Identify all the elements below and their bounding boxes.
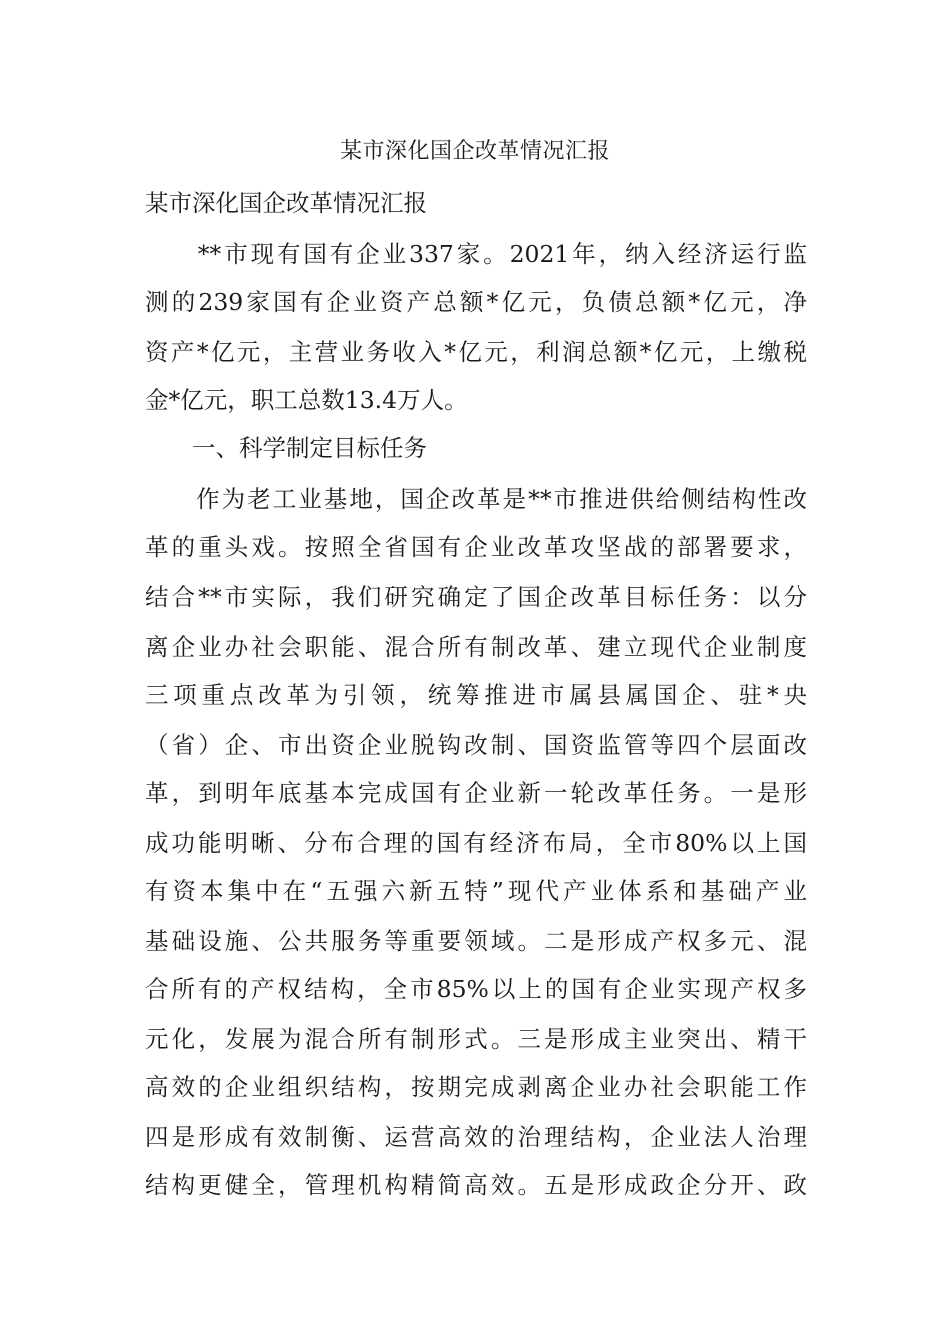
document-title: 某市深化国企改革情况汇报 bbox=[339, 139, 610, 164]
text-line-11: 三项重点改革为引领，统筹推进市属县属国企、驻*央 bbox=[145, 681, 807, 709]
text-line-8: 革的重头戏。按照全省国有企业改革攻坚战的部署要求， bbox=[145, 533, 807, 561]
text-line-20: 四是形成有效制衡、运营高效的治理结构，企业法人治理 bbox=[145, 1123, 807, 1151]
text-line-10: 离企业办社会职能、混合所有制改革、建立现代企业制度 bbox=[145, 633, 807, 661]
text-line-9: 结合**市实际，我们研究确定了国企改革目标任务：以分 bbox=[145, 583, 807, 611]
text-line-21: 结构更健全，管理机构精简高效。五是形成政企分开、政 bbox=[145, 1171, 807, 1199]
text-line-7: 作为老工业基地，国企改革是**市推进供给侧结构性改 bbox=[145, 485, 807, 513]
text-line-3: 测的239家国有企业资产总额*亿元，负债总额*亿元，净 bbox=[145, 288, 807, 316]
text-line-12: （省）企、市出资企业脱钩改制、国资监管等四个层面改 bbox=[145, 731, 807, 759]
text-line-17: 合所有的产权结构，全市85%以上的国有企业实现产权多 bbox=[145, 975, 807, 1003]
text-line-14: 成功能明晰、分布合理的国有经济布局，全市80%以上国 bbox=[145, 829, 807, 857]
text-line-18: 元化，发展为混合所有制形式。三是形成主业突出、精干 bbox=[145, 1025, 807, 1053]
text-line-15: 有资本集中在“五强六新五特”现代产业体系和基础产业 bbox=[145, 877, 807, 905]
text-line-1: 某市深化国企改革情况汇报 bbox=[145, 189, 427, 217]
text-line-16: 基础设施、公共服务等重要领域。二是形成产权多元、混 bbox=[145, 927, 807, 955]
text-line-19: 高效的企业组织结构，按期完成剥离企业办社会职能工作 bbox=[145, 1073, 807, 1101]
text-line-2: **市现有国有企业337家。2021年，纳入经济运行监 bbox=[145, 240, 807, 268]
text-line-5: 金*亿元，职工总数13.4万人。 bbox=[145, 386, 468, 414]
text-line-13: 革，到明年底基本完成国有企业新一轮改革任务。一是形 bbox=[145, 779, 807, 807]
text-line-4: 资产*亿元，主营业务收入*亿元，利润总额*亿元，上缴税 bbox=[145, 338, 807, 366]
section-heading-1: 一、科学制定目标任务 bbox=[145, 434, 427, 462]
